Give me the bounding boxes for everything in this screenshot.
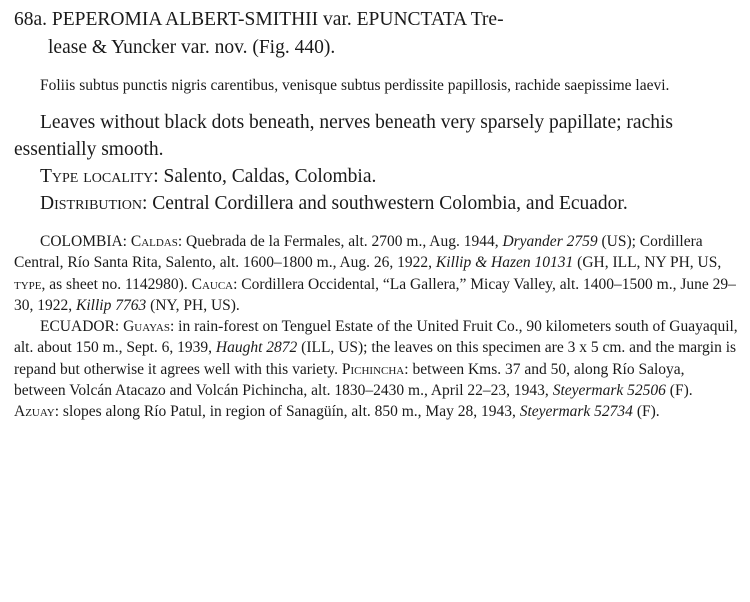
specimen-text: (GH, ILL, NY PH, US, xyxy=(573,254,722,272)
collector: Steyermark 52734 xyxy=(519,403,633,421)
specimen-text: : in rain-forest on Tenguel Estate of the United Fruit Co., 90 kilometers south of Guayaquil, alt. about 150 m., Sept. 6, 1939, xyxy=(14,318,738,357)
distribution-text: : Central Cordillera and southwestern Colombia, and Ecuador. xyxy=(141,193,628,214)
specimen-text: : slopes along Río Patul, in region of Sanagüín, alt. 850 m., May 28, 1943, xyxy=(54,403,520,421)
specimen-text: (NY, PH, US). xyxy=(146,296,240,314)
specimen-text: (US); Cordillera Central, Río Santa Rita, Salento, alt. 1600–1800 m., Aug. 26, 1922, xyxy=(14,233,703,272)
collector: Killip & Hazen 10131 xyxy=(435,254,574,272)
type-locality-label: Type locality xyxy=(40,166,154,187)
heading-line-1: 68a. PEPEROMIA ALBERT-SMITHII var. EPUNCTATA Tre- xyxy=(14,9,504,30)
collector: Killip 7763 xyxy=(76,296,147,314)
prov-pichincha: Pichincha xyxy=(341,360,405,378)
distribution-label: Distribution xyxy=(40,193,142,214)
species-heading xyxy=(14,6,740,62)
specimen-text: (F). xyxy=(665,382,693,400)
dept-caldas: Caldas xyxy=(130,233,178,250)
specimen-text: , as sheet no. 1142980). xyxy=(41,275,192,293)
specimen-text: (ILL, US); the leaves on this specimen are 3 x 5 cm. and the margin is repand but otherwise it agrees well with this variety. xyxy=(14,339,737,378)
collector: Steyermark 52506 xyxy=(552,382,666,400)
dept-cauca: Cauca xyxy=(191,275,234,293)
colombia-specimens xyxy=(14,231,740,316)
specimen-text: : Cordillera Occidental, “La Gallera,” Micay Valley, alt. 1400–1500 m., June 29–30, 1922, xyxy=(14,275,736,314)
type-marker: type xyxy=(14,275,42,293)
prov-azuay: Azuay xyxy=(14,403,55,421)
type-locality xyxy=(14,163,740,190)
ecuador-specimens xyxy=(14,316,740,422)
collector: Dryander 2759 xyxy=(502,233,598,250)
country-ecuador: ECUADOR: xyxy=(40,318,124,336)
english-description: Leaves without black dots beneath, nerves beneath very sparsely papillate; rachis essentially smooth. xyxy=(14,112,673,160)
distribution xyxy=(14,190,740,217)
heading-line-2: lease & Yuncker var. nov. (Fig. 440). xyxy=(48,37,336,58)
type-locality-text: : Salento, Caldas, Colombia. xyxy=(153,166,377,187)
collector: Haught 2872 xyxy=(215,339,298,357)
latin-description: Foliis subtus punctis nigris carentibus, venisque subtus perdissite papillosis, rachide saepissime laevi. xyxy=(40,77,670,94)
specimen-text: : Quebrada de la Fermales, alt. 2700 m., Aug. 1944, xyxy=(177,233,503,250)
prov-guayas: Guayas xyxy=(123,318,170,336)
specimen-text: (F). xyxy=(632,403,660,421)
specimen-text: : between Kms. 37 and 50, along Río Saloya, between Volcán Atacazo and Volcán Pichincha, alt. 1830–2430 m., April 22–23, 1943, xyxy=(14,360,685,400)
country-colombia: COLOMBIA: xyxy=(40,233,131,250)
